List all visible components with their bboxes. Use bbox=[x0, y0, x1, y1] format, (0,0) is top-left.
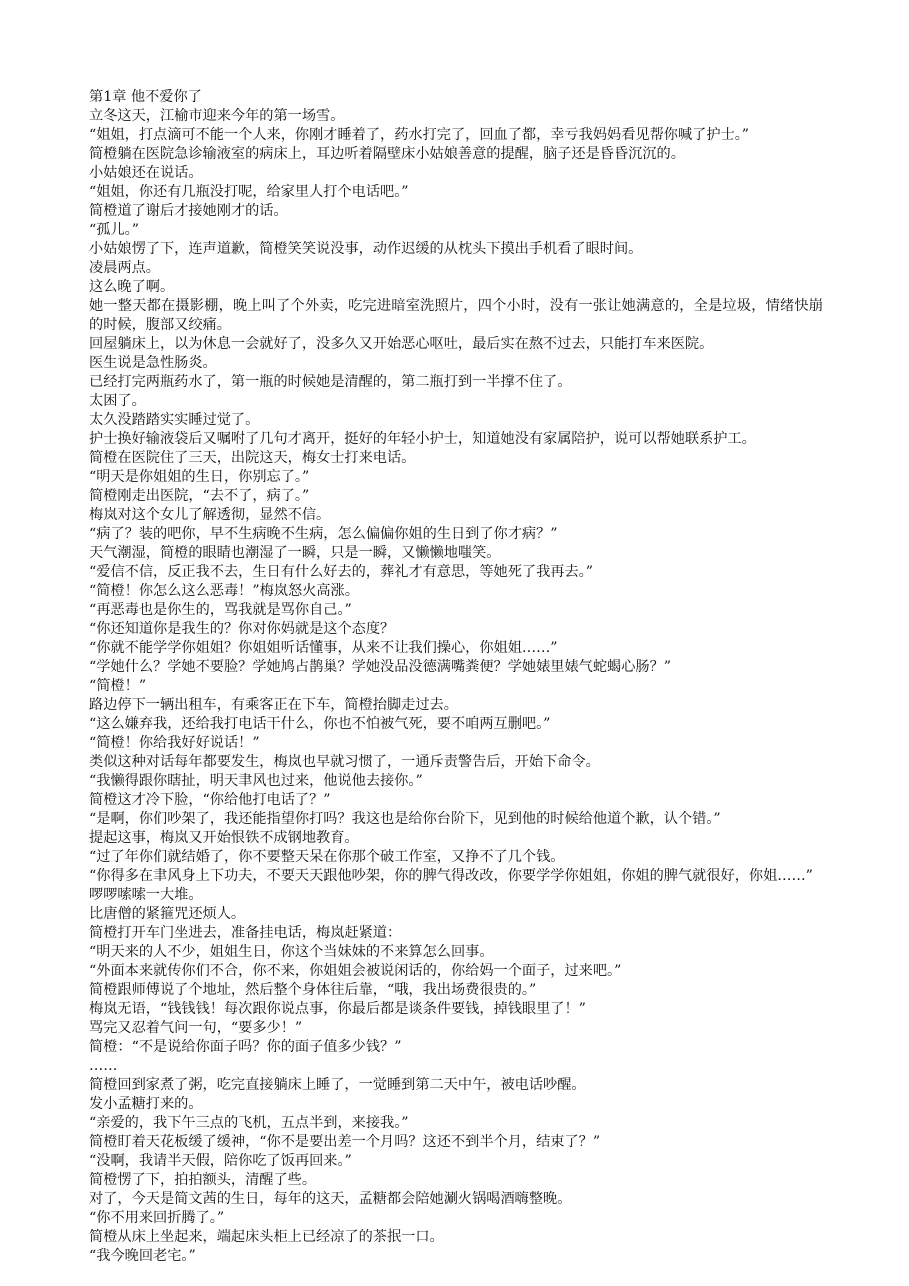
paragraph: 简橙打开车门坐进去，准备挂电话，梅岚赶紧道： bbox=[89, 925, 402, 941]
paragraph: “这么嫌弃我，还给我打电话干什么，你也不怕被气死，要不咱两互删吧。” bbox=[89, 716, 551, 732]
paragraph: 简橙：“不是说给你面子吗？你的面子值多少钱？” bbox=[89, 1039, 402, 1055]
paragraph: 路边停下一辆出租车，有乘客正在下车，简橙抬脚走过去。 bbox=[89, 697, 458, 713]
paragraph: “学她什么？学她不要脸？学她鸠占鹊巢？学她没品没德满嘴粪便？学她婊里婊气蛇蝎心肠？” bbox=[89, 659, 672, 675]
paragraph: 简橙在医院住了三天，出院这天，梅女士打来电话。 bbox=[89, 450, 416, 466]
paragraph: “我懒得跟你瞎扯，明天聿风也过来，他说他去接你。” bbox=[89, 773, 423, 789]
paragraph: “简橙！” bbox=[89, 678, 147, 694]
paragraph: 天气潮湿，简橙的眼睛也潮湿了一瞬，只是一瞬，又懒懒地嗤笑。 bbox=[89, 545, 501, 561]
paragraph: 发小孟糖打来的。 bbox=[89, 1096, 203, 1112]
paragraph: 提起这事，梅岚又开始恨铁不成钢地教育。 bbox=[89, 830, 359, 846]
paragraph: “你就不能学学你姐姐？你姐姐听话懂事，从来不让我们操心，你姐姐……” bbox=[89, 640, 558, 656]
paragraph: 小姑娘愣了下，连声道歉，简橙笑笑说没事，动作迟缓的从枕头下摸出手机看了眼时间。 bbox=[89, 241, 643, 257]
paragraph: 太困了。 bbox=[89, 393, 146, 409]
paragraph: 骂完又忍着气问一句，“要多少！” bbox=[89, 1020, 303, 1036]
paragraph: 立冬这天，江榆市迎来今年的第一场雪。 bbox=[89, 108, 345, 124]
paragraph: “病了？装的吧你，早不生病晚不生病，怎么偏偏你姐的生日到了你才病？” bbox=[89, 526, 558, 542]
paragraph: 梅岚对这个女儿了解透彻，显然不信。 bbox=[89, 507, 331, 523]
paragraph: “简橙！你给我好好说话！” bbox=[89, 735, 260, 751]
paragraph: …… bbox=[89, 1058, 118, 1074]
paragraph: “外面本来就传你们不合，你不来，你姐姐会被说闲话的，你给妈一个面子，过来吧。” bbox=[89, 963, 622, 979]
paragraph: 对了，今天是简文茜的生日，每年的这天，孟糖都会陪她涮火锅喝酒嗨整晚。 bbox=[89, 1191, 572, 1207]
paragraph: 梅岚无语，“钱钱钱！每次跟你说点事，你最后都是谈条件要钱，掉钱眼里了！” bbox=[89, 1001, 586, 1017]
paragraph: “简橙！你怎么这么恶毒！”梅岚怒火高涨。 bbox=[89, 583, 359, 599]
document-page bbox=[89, 88, 823, 1266]
paragraph: 啰啰嗦嗦一大堆。 bbox=[89, 887, 203, 903]
paragraph: 简橙盯着天花板缓了缓神，“你不是要出差一个月吗？这还不到半个月，结束了？” bbox=[89, 1134, 601, 1150]
paragraph: 简橙跟师傅说了个地址，然后整个身体往后靠，“哦，我出场费很贵的。” bbox=[89, 982, 537, 998]
paragraph: 简橙回到家煮了粥，吃完直接躺床上睡了，一觉睡到第二天中午，被电话吵醒。 bbox=[89, 1077, 586, 1093]
paragraph: 已经打完两瓶药水了，第一瓶的时候她是清醒的，第二瓶打到一半撑不住了。 bbox=[89, 374, 572, 390]
paragraph: 简橙从床上坐起来，端起床头柜上已经凉了的茶抿一口。 bbox=[89, 1229, 444, 1245]
paragraph: 简橙这才冷下脸，“你给他打电话了？” bbox=[89, 792, 331, 808]
paragraph: 护士换好输液袋后又嘱咐了几句才离开，挺好的年轻小护士，知道她没有家属陪护，说可以帮她联系护工。 bbox=[89, 431, 756, 447]
paragraph: “过了年你们就结婚了，你不要整天呆在你那个破工作室，又挣不了几个钱。 bbox=[89, 849, 565, 865]
paragraph: 医生说是急性肠炎。 bbox=[89, 355, 217, 371]
paragraph: 类似这种对话每年都要发生，梅岚也早就习惯了，一通斥责警告后，开始下命令。 bbox=[89, 754, 600, 770]
paragraph: “亲爱的，我下午三点的飞机，五点半到，来接我。” bbox=[89, 1115, 409, 1131]
paragraph: 太久没踏踏实实睡过觉了。 bbox=[89, 412, 260, 428]
document-body bbox=[89, 107, 823, 1266]
paragraph: “姐姐，你还有几瓶没打呢，给家里人打个电话吧。” bbox=[89, 184, 409, 200]
paragraph: 这么晚了啊。 bbox=[89, 279, 175, 295]
paragraph: “孤儿。” bbox=[89, 222, 139, 238]
paragraph: 凌晨两点。 bbox=[89, 260, 160, 276]
paragraph: “再恶毒也是你生的，骂我就是骂你自己。” bbox=[89, 602, 352, 618]
paragraph: 简橙道了谢后才接她刚才的话。 bbox=[89, 203, 288, 219]
paragraph: “明天是你姐姐的生日，你别忘了。” bbox=[89, 469, 310, 485]
paragraph: 比唐僧的紧箍咒还烦人。 bbox=[89, 906, 246, 922]
paragraph: 回屋躺床上，以为休息一会就好了，没多久又开始恶心呕吐，最后实在熬不过去，只能打车来医院。 bbox=[89, 336, 714, 352]
paragraph: 简橙刚走出医院，“去不了，病了。” bbox=[89, 488, 310, 504]
paragraph: “你还知道你是我生的？你对你妈就是这个态度？ bbox=[89, 621, 395, 637]
paragraph: “我今晚回老宅。” bbox=[89, 1248, 196, 1264]
paragraph: “你不用来回折腾了。” bbox=[89, 1210, 225, 1226]
paragraph: “你得多在聿风身上下功夫，不要天天跟他吵架，你的脾气得改改，你要学学你姐姐，你姐的脾气就很好，你姐……” bbox=[89, 868, 813, 884]
chapter-title: 第1章 他不爱你了 bbox=[89, 89, 202, 105]
paragraph: 她一整天都在摄影棚，晚上叫了个外卖，吃完进暗室洗照片，四个小时，没有一张让她满意的，全是垃圾，情绪快崩的时候，腹部又绞痛。 bbox=[89, 298, 823, 333]
paragraph: “没啊，我请半天假，陪你吃了饭再回来。” bbox=[89, 1153, 352, 1169]
paragraph: “明天来的人不少，姐姐生日，你这个当妹妹的不来算怎么回事。 bbox=[89, 944, 494, 960]
paragraph: “姐姐，打点滴可不能一个人来，你刚才睡着了，药水打完了，回血了都，幸亏我妈妈看见帮你喊了护士。” bbox=[89, 127, 750, 143]
paragraph: 简橙躺在医院急诊输液室的病床上，耳边听着隔壁床小姑娘善意的提醒，脑子还是昏昏沉沉的。 bbox=[89, 146, 685, 162]
paragraph: 小姑娘还在说话。 bbox=[89, 165, 203, 181]
paragraph: 简橙愣了下，拍拍额头，清醒了些。 bbox=[89, 1172, 317, 1188]
paragraph: “爱信不信，反正我不去，生日有什么好去的，葬礼才有意思，等她死了我再去。” bbox=[89, 564, 593, 580]
paragraph: “是啊，你们吵架了，我还能指望你打吗？我这也是给你台阶下，见到他的时候给他道个歉，认个错。” bbox=[89, 811, 721, 827]
